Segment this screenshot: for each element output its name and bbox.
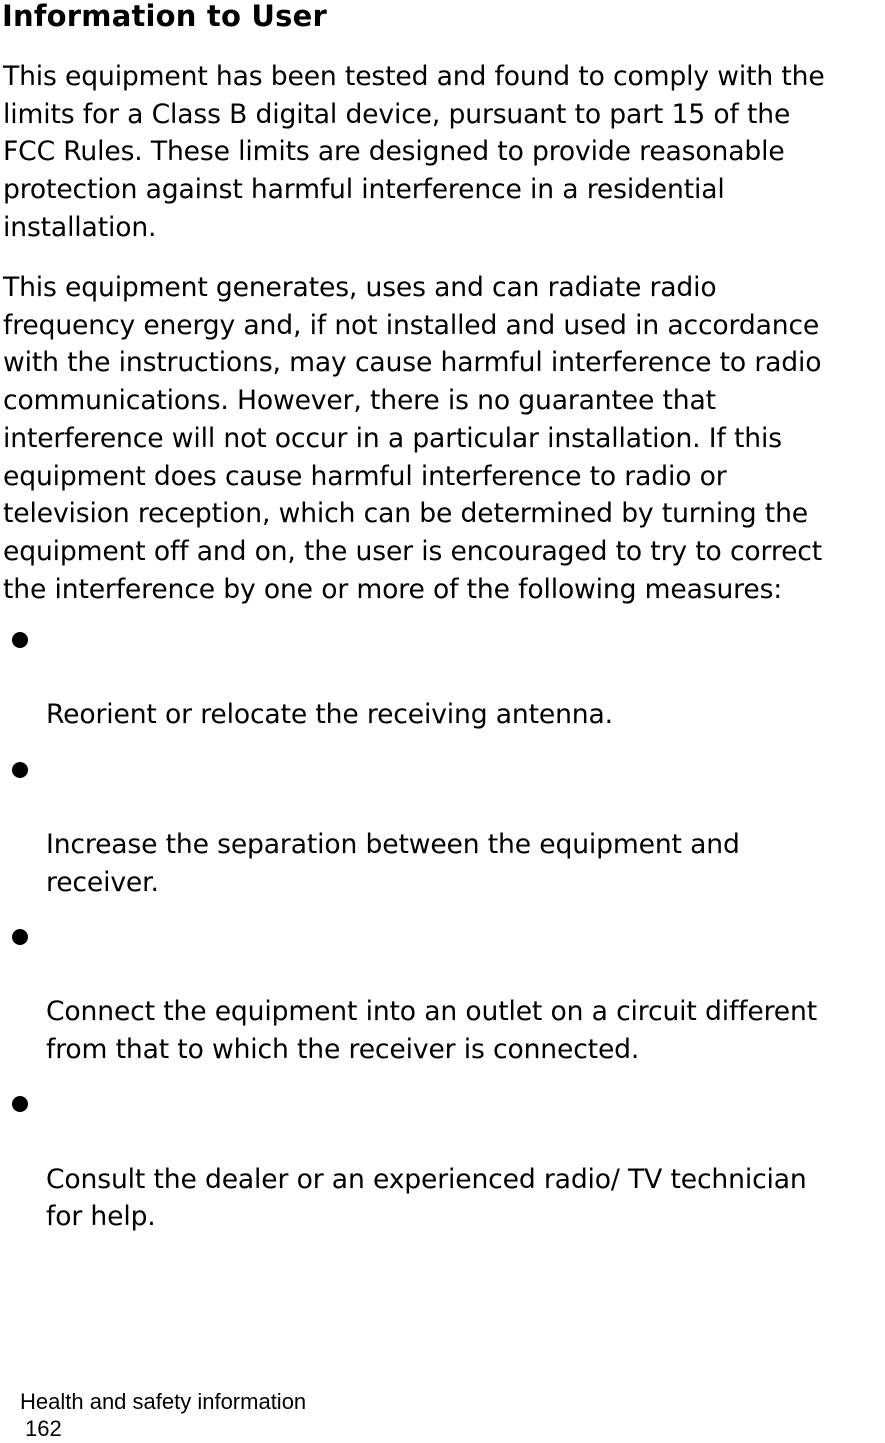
list-item-text: Reorient or relocate the receiving antenna. [46, 699, 613, 731]
list-item [0, 621, 885, 734]
page-title: Information to User [2, 0, 327, 33]
list-item [0, 751, 885, 902]
paragraph-fcc-compliance: This equipment has been tested and found to comply with the limits for a Class B digital device, pursuant to part 15 of the FCC Rules. These limits are designed to provide reasonable protection against harmful interference in a residential installation. [3, 61, 825, 243]
measures-list [0, 621, 885, 1253]
footer-section-title: Health and safety information [20, 1389, 307, 1414]
bullet-icon [12, 929, 28, 945]
list-item [0, 1085, 885, 1236]
bullet-icon [12, 762, 28, 778]
list-item-text: Increase the separation between the equipment and receiver. [46, 829, 740, 898]
bullet-icon [12, 632, 28, 648]
page-footer [20, 1388, 306, 1442]
list-item [0, 918, 885, 1069]
bullet-icon [12, 1096, 28, 1112]
page-number: 162 [25, 1416, 62, 1441]
list-item-text: Connect the equipment into an outlet on a circuit different from that to which the receiver is connected. [46, 996, 817, 1066]
paragraph-interference: This equipment generates, uses and can radiate radio frequency energy and, if not installed and used in accordance with the instructions, may cause harmful interference to radio communications. However, there is no guarantee that interference will not occur in a particular installation. If this equipment does cause harmful interference to radio or television reception, which can be determined by turning the equipment off and on, the user is encouraged to try to correct the interference by one or more of the following measures: [3, 272, 823, 605]
list-item-text: Consult the dealer or an experienced radio/ TV technician for help. [46, 1163, 807, 1233]
